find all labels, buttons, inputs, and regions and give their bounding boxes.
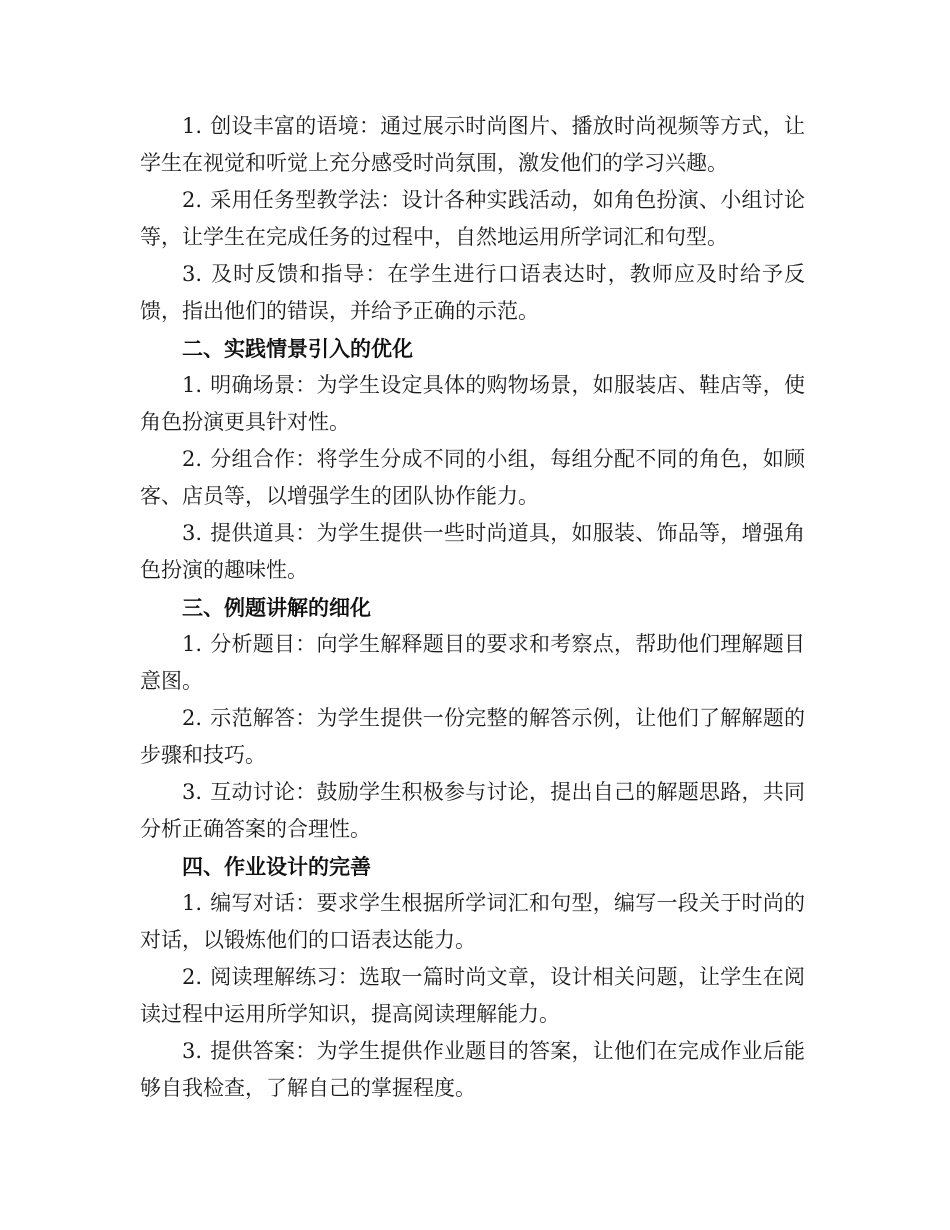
paragraph-text: 分组合作：将学生分成不同的小组，每组分配不同的角色，如顾客、店员等，以增强学生的团队协作能力。: [140, 447, 805, 508]
item-number: 3.: [182, 521, 203, 545]
item-number: 2.: [182, 188, 203, 212]
paragraph-item: [140, 774, 805, 848]
paragraph-text: 阅读理解练习：选取一篇时尚文章，设计相关问题，让学生在阅读过程中运用所学知识，提高阅读理解能力。: [140, 965, 805, 1026]
paragraph-item: [140, 182, 805, 256]
paragraph-text: 示范解答：为学生提供一份完整的解答示例，让他们了解解题的步骤和技巧。: [140, 706, 805, 767]
item-number: 3.: [182, 262, 203, 286]
paragraph-text: 提供道具：为学生提供一些时尚道具，如服装、饰品等，增强角色扮演的趣味性。: [140, 521, 805, 582]
section-heading: 四、作业设计的完善: [182, 854, 371, 879]
paragraph-text: 及时反馈和指导：在学生进行口语表达时，教师应及时给予反馈，指出他们的错误，并给予正确的示范。: [140, 262, 805, 323]
section-heading: 三、例题讲解的细化: [182, 595, 371, 620]
item-number: 3.: [182, 780, 203, 804]
paragraph-item: [140, 441, 805, 515]
item-number: 2.: [182, 447, 203, 471]
paragraph-item: [140, 885, 805, 959]
paragraph-item: [140, 1033, 805, 1107]
item-number: 1.: [182, 891, 203, 915]
item-number: 1.: [182, 632, 203, 656]
item-number: 1.: [182, 373, 203, 397]
item-number: 1.: [182, 114, 203, 138]
paragraph-item: [140, 959, 805, 1033]
paragraph-item: [140, 626, 805, 700]
item-number: 3.: [182, 1039, 203, 1063]
paragraph-text: 互动讨论：鼓励学生积极参与讨论，提出自己的解题思路，共同分析正确答案的合理性。: [140, 780, 805, 841]
paragraph-text: 提供答案：为学生提供作业题目的答案，让他们在完成作业后能够自我检查，了解自己的掌握程度。: [140, 1039, 805, 1100]
paragraph-text: 创设丰富的语境：通过展示时尚图片、播放时尚视频等方式，让学生在视觉和听觉上充分感受时尚氛围，激发他们的学习兴趣。: [140, 114, 805, 175]
paragraph-item: [140, 515, 805, 589]
item-number: 2.: [182, 965, 203, 989]
paragraph-item: [140, 700, 805, 774]
paragraph-item: [140, 256, 805, 330]
paragraph-text: 编写对话：要求学生根据所学词汇和句型，编写一段关于时尚的对话，以锻炼他们的口语表达能力。: [140, 891, 805, 952]
paragraph-text: 分析题目：向学生解释题目的要求和考察点，帮助他们理解题目意图。: [140, 632, 805, 693]
item-number: 2.: [182, 706, 203, 730]
section-heading: 二、实践情景引入的优化: [182, 336, 413, 361]
paragraph-text: 采用任务型教学法：设计各种实践活动，如角色扮演、小组讨论等，让学生在完成任务的过程中，自然地运用所学词汇和句型。: [140, 188, 805, 249]
paragraph-item: [140, 367, 805, 441]
paragraph-text: 明确场景：为学生设定具体的购物场景，如服装店、鞋店等，使角色扮演更具针对性。: [140, 373, 805, 434]
paragraph-item: [140, 108, 805, 182]
document-page: [140, 108, 805, 1107]
